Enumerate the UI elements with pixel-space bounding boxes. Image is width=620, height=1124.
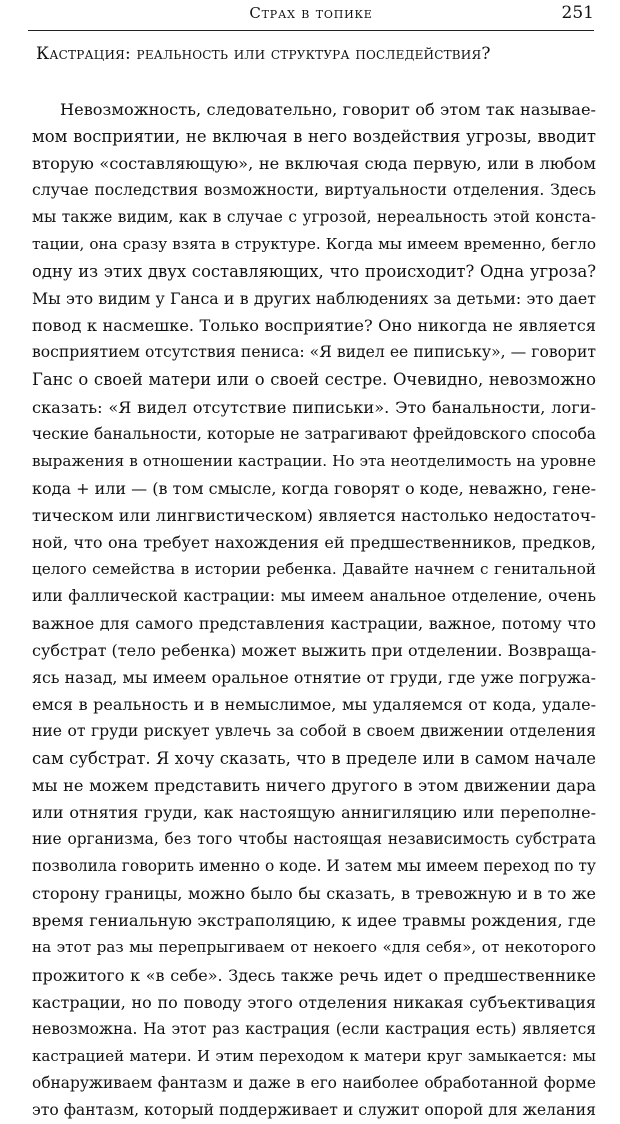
text-line: целого семейства в истории ребенка. Давайте начнем с генитальной bbox=[32, 559, 596, 578]
text-line: невозможна. На этот раз кастрация (если кастрация есть) является bbox=[32, 1019, 596, 1038]
text-line: Ганс о своей матери или о своей сестре. Очевидно, невозможно bbox=[32, 370, 596, 390]
text-line: важное для самого представления кастрации, важное, потому что bbox=[32, 613, 596, 633]
text-line: ческие банальности, которые не затрагивают фрейдовского способа bbox=[32, 424, 596, 443]
text-line: мы также видим, как в случае с угрозой, нереальность этой конста- bbox=[32, 208, 596, 227]
text-line: кода + или — (в том смысле, когда говорят о коде, неважно, гене- bbox=[32, 478, 596, 498]
running-title: Страх в топике bbox=[249, 4, 373, 22]
text-line: сам субстрат. Я хочу сказать, что в пределе или в самом начале bbox=[32, 749, 596, 769]
page-number: 251 bbox=[561, 3, 594, 23]
text-line: прожитого к «в себе». Здесь также речь идет о предшественнике bbox=[32, 965, 596, 985]
text-line: это фантазм, который поддерживает и служит опорой для желания bbox=[32, 1100, 596, 1119]
text-line: случае последствия возможности, виртуальности отделения. Здесь bbox=[32, 181, 596, 200]
running-header bbox=[28, 0, 594, 31]
text-line: субстрат (тело ребенка) может выжить при отделении. Возвраща- bbox=[32, 640, 596, 660]
text-line: обнаруживаем фантазм и даже в его наиболее обработанной форме bbox=[32, 1073, 596, 1092]
body-paragraph bbox=[32, 96, 596, 1124]
text-line: повод к насмешке. Только восприятие? Оно никогда не является bbox=[32, 316, 596, 336]
text-line: емся в реальность и в немыслимое, мы удаляемся от кода, удале- bbox=[32, 695, 596, 715]
text-line: ние организма, без того чтобы настоящая независимость субстрата bbox=[32, 830, 596, 849]
text-line: вторую «составляющую», не включая сюда первую, или в любом bbox=[32, 154, 596, 174]
text-line: Невозможность, следовательно, говорит об этом так называе- bbox=[60, 100, 596, 119]
text-line: тическом или лингвистическом) является настолько недостаточ- bbox=[32, 505, 596, 525]
text-line: время гениальную экстраполяцию, к идее травмы рождения, где bbox=[32, 911, 596, 931]
text-line: мы не можем представить ничего другого в этом движении дара bbox=[32, 776, 596, 796]
section-heading: Кастрация: реальность или структура последействия? bbox=[36, 44, 491, 64]
text-line: на этот раз мы перепрыгиваем от некоего «для себя», от некоторого bbox=[32, 938, 596, 957]
text-line: ясь назад, мы имеем оральное отнятие от груди, где уже погружа- bbox=[32, 667, 596, 687]
text-line: или отнятия груди, как настоящую аннигиляцию или переполне- bbox=[32, 803, 596, 823]
text-line: сказать: «Я видел отсутствие пиписьки». Это банальности, логи- bbox=[32, 397, 596, 417]
text-line: кастрацией матери. И этим переходом к матери круг замыкается: мы bbox=[32, 1046, 596, 1065]
text-line: кастрации, но по поводу этого отделения никакая субъективация bbox=[32, 992, 596, 1012]
text-line: сторону границы, можно было бы сказать, в тревожную и в то же bbox=[32, 884, 596, 904]
text-line: выражения в отношении кастрации. Но эта неотделимость на уровне bbox=[32, 451, 596, 470]
text-line: мом восприятии, не включая в него воздействия угрозы, вводит bbox=[32, 127, 596, 147]
text-line: позволила говорить именно о коде. И затем мы имеем переход по ту bbox=[32, 857, 596, 876]
text-line: восприятием отсутствия пениса: «Я видел ее пипиську», — говорит bbox=[32, 343, 596, 362]
text-line: Мы это видим у Ганса и в других наблюдениях за детьми: это дает bbox=[32, 289, 596, 309]
text-line: ной, что она требует нахождения ей предшественников, предков, bbox=[32, 532, 596, 552]
text-line: или фаллической кастрации: мы имеем анальное отделение, очень bbox=[32, 586, 596, 605]
text-line: ние от груди рискует увлечь за собой в своем движении отделения bbox=[32, 722, 596, 741]
text-line: одну из этих двух составляющих, что происходит? Одна угроза? bbox=[32, 262, 596, 282]
text-line: тации, она сразу взята в структуре. Когда мы имеем временно, бегло bbox=[32, 235, 596, 254]
